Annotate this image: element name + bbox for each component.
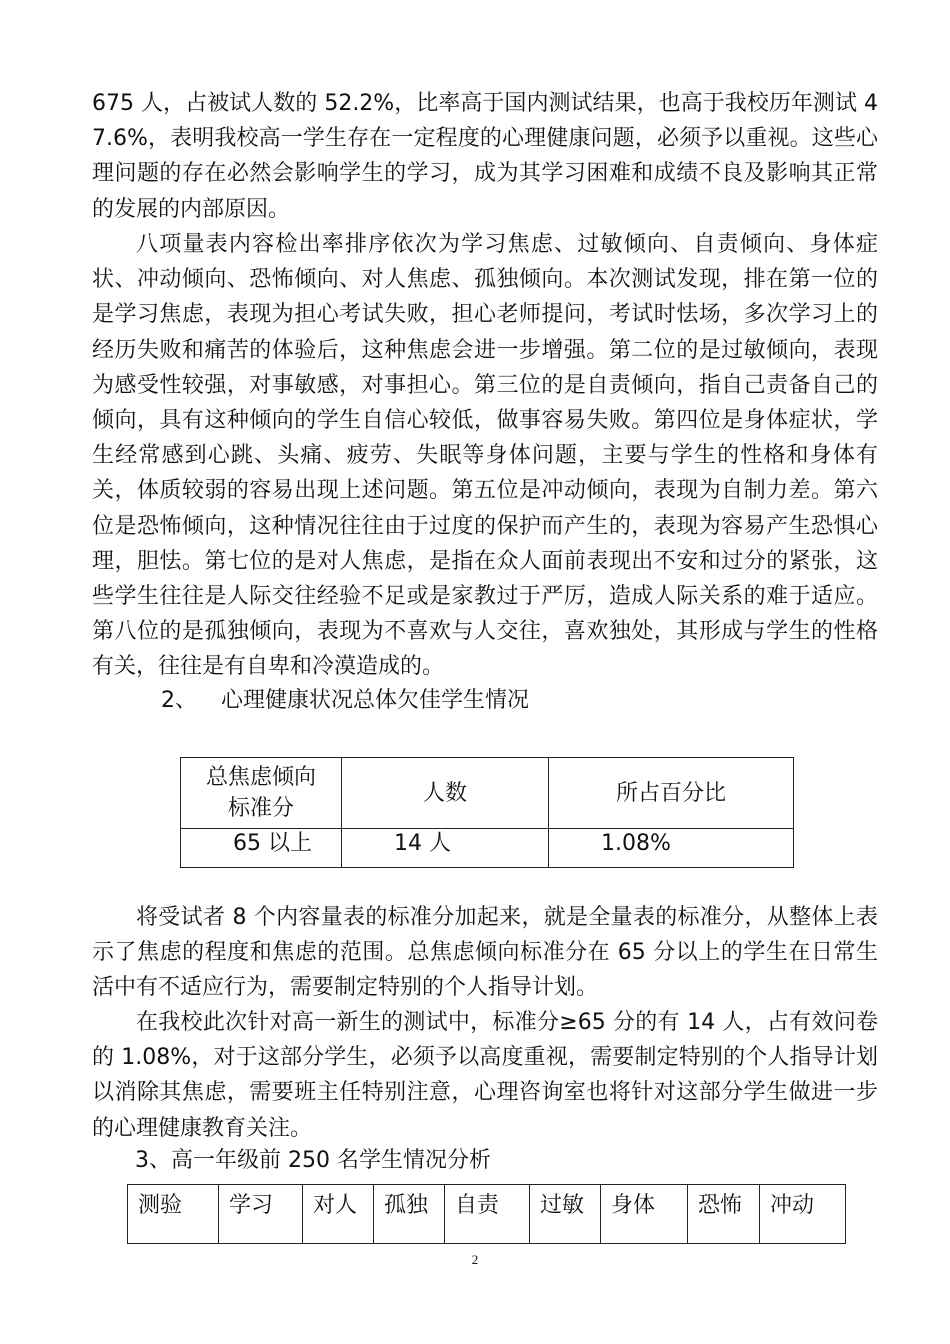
table-header-cell: 所占百分比 [549,758,794,829]
paragraph-continued-results: 675 人，占被试人数的 52.2%，比率高于国内测试结果，也高于我校历年测试 47.6%，表明我校高一学生存在一定程度的心理健康问题，必须予以重视。这些心理问题的存在必然会影响学生的学习，成为其学习困难和成绩不良及影响其正常的发展的内部原因。 [92,91,878,222]
table-header-cell: 孤独 [374,1185,445,1244]
table-header-cell: 过敏 [530,1185,601,1244]
paragraph-total-scale-explanation: 将受试者 8 个内容量表的标准分加起来，就是全量表的标准分，从整体上表示了焦虑的程度和焦虑的范围。总焦虑倾向标准分在 65 分以上的学生在日常生活中有不适应行为，需要制定特别的个人指导计划。 [92,905,878,1001]
section-heading-2 [161,686,529,716]
header-line: 总焦虑倾向 [205,765,316,790]
table-header-cell: 恐怖 [688,1185,760,1244]
table-header-cell: 身体 [601,1185,688,1244]
table-header-cell: 人数 [342,758,549,829]
paragraph-eight-scales-ranking: 八项量表内容检出率排序依次为学习焦虑、过敏倾向、自责倾向、身体症状、冲动倾向、恐怖倾向、对人焦虑、孤独倾向。本次测试发现，排在第一位的是学习焦虑，表现为担心考试失败，担心老师提问，考试时怯场，多次学习上的经历失败和痛苦的体验后，这种焦虑会进一步增强。第二位的是过敏倾向，表现为感受性较强，对事敏感，对事担心。第三位的是自责倾向，指自己责备自己的倾向，具有这种倾向的学生自信心较低，做事容易失败。第四位是身体症状，学生经常感到心跳、头痛、疲劳、失眠等身体问题，主要与学生的性格和身体有关，体质较弱的容易出现上述问题。第五位是冲动倾向，表现为自制力差。第六位是恐怖倾向，这种情况往往由于过度的保护而产生的，表现为容易产生恐惧心理，胆怯。第七位的是对人焦虑，是指在众人面前表现出不安和过分的紧张，这些学生往往是人际交往经验不足或是家教过于严厉，造成人际关系的难于适应。第八位的是孤独倾向，表现为不喜欢与人交往，喜欢独处，其形成与学生的性格有关，往往是有自卑和冷漠造成的。 [92,232,878,680]
top-250-scales-table [127,1184,846,1244]
table-header-row [128,1185,846,1244]
anxiety-summary-table [180,757,794,868]
section-heading-3: 3、高一年级前 250 名学生情况分析 [135,1148,491,1173]
table-row [181,829,794,868]
table-header-cell [181,758,342,829]
table-header-cell: 对人 [303,1185,374,1244]
table-header-cell: 冲动 [760,1185,846,1244]
table-header-cell: 自责 [445,1185,530,1244]
table-cell: 1.08% [549,829,794,868]
table-cell: 65 以上 [181,829,342,868]
paragraph-freshman-results: 在我校此次针对高一新生的测试中，标准分≥65 分的有 14 人，占有效问卷的 1.08%，对于这部分学生，必须予以高度重视，需要制定特别的个人指导计划以消除其焦虑，需要班主任特别注意，心理咨询室也将针对这部分学生做进一步的心理健康教育关注。 [92,1010,878,1141]
header-line: 标准分 [227,796,294,821]
table-cell: 14 人 [342,829,549,868]
section-heading-2-number: 2、 [161,688,197,713]
table-header-cell: 学习 [219,1185,303,1244]
page-number: 2 [471,1252,479,1267]
table-header-cell: 测验 [128,1185,219,1244]
table-header-row [181,758,794,829]
section-heading-2-text: 心理健康状况总体欠佳学生情况 [221,688,530,713]
